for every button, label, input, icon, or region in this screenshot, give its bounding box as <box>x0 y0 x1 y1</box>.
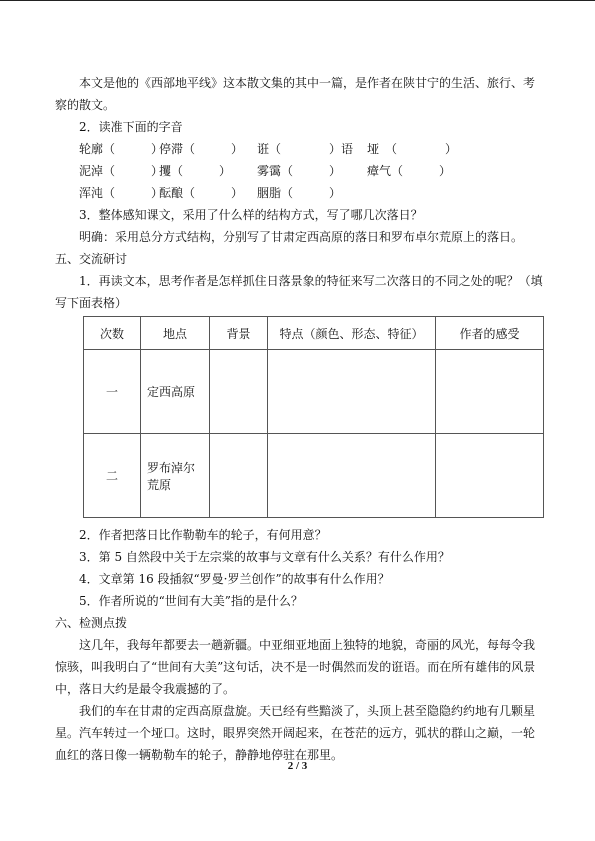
table-header-cell: 次数 <box>84 317 141 350</box>
table-cell-blank <box>268 434 436 518</box>
question-3: 3．整体感知课文，采用了什么样的结构方式，写了哪几次落日？ <box>79 208 423 222</box>
table-cell: 罗布淖尔荒原 <box>141 434 210 518</box>
table-cell: 二 <box>84 434 141 518</box>
table-header-cell: 特点（颜色、形态、特征） <box>268 317 436 350</box>
section-5-question-5: 5．作者所说的“世间有大美”指的是什么？ <box>79 594 303 608</box>
pinyin-row <box>55 138 545 160</box>
section-5-heading: 五、交流研讨 <box>55 252 128 266</box>
pinyin-item: 胭脂（ ） <box>257 186 342 200</box>
section-5-question-4: 4．文章第 16 段插叙“罗曼·罗兰创作”的故事有什么作用？ <box>79 572 390 586</box>
section-5-question-2: 2．作者把落日比作勒勒车的轮子，有何用意？ <box>79 528 327 542</box>
top-rule <box>0 0 595 1</box>
table-cell: 定西高原 <box>141 350 210 434</box>
pinyin-item: 浑沌（ ） <box>79 186 164 200</box>
table-cell-blank <box>210 350 268 434</box>
pinyin-item: 垭 （ ） <box>367 142 458 156</box>
section-6-heading: 六、检测点拨 <box>55 616 128 630</box>
pinyin-item: 酝酿（ ） <box>159 186 244 200</box>
pinyin-item: 轮廓（ ） <box>79 142 164 156</box>
pinyin-item: 攫（ ） <box>159 164 232 178</box>
table-row <box>84 434 544 518</box>
table-header-cell: 背景 <box>210 317 268 350</box>
question-2: 2．读准下面的字音 <box>79 120 183 134</box>
table-cell: 一 <box>84 350 141 434</box>
pinyin-item: 诳（ ）语 <box>257 142 354 156</box>
table-cell-blank <box>268 350 436 434</box>
pinyin-row <box>55 182 545 204</box>
passage-paragraph-1: 这几年，我每年都要去一趟新疆。中亚细亚地面上独特的地貌，奇丽的风光，每每令我惊骇，叫我明白了“世间有大美”这句话，决不是一时偶然而发的诳语。而在所有雄伟的风景中，落日大约是最令我震撼的了。 <box>55 638 536 696</box>
table-header-cell: 地点 <box>141 317 210 350</box>
page-number: 2 / 3 <box>287 760 308 772</box>
comparison-table <box>83 316 544 518</box>
pinyin-item: 瘴气（ ） <box>367 164 452 178</box>
section-5-question-3: 3．第 5 自然段中关于左宗棠的故事与文章有什么关系？有什么作用？ <box>79 550 450 564</box>
section-5-question-1: 1．再读文本，思考作者是怎样抓住日落景象的特征来写二次落日的不同之处的呢？（填写下面表格） <box>55 274 543 310</box>
table-cell-blank <box>436 434 544 518</box>
pinyin-item: 雾霭（ ） <box>257 164 342 178</box>
table-header-row <box>84 317 544 350</box>
table-row <box>84 350 544 434</box>
table-cell-blank <box>210 434 268 518</box>
answer-text: 明确：采用总分方式结构，分别写了甘肃定西高原的落日和罗布卓尔荒原上的落日。 <box>79 230 524 244</box>
passage-paragraph-2: 我们的车在甘肃的定西高原盘旋。天已经有些黯淡了，头顶上甚至隐隐约约地有几颗星星。汽车转过一个垭口。这时，眼界突然开阔起来，在苍茫的远方，弧状的群山之巅，一轮血红的落日像一辆勒勒车的轮子，静静地停驻在那里。 <box>55 704 536 762</box>
pinyin-item: 停滞（ ） <box>159 142 244 156</box>
pinyin-row <box>55 160 545 182</box>
table-header-cell: 作者的感受 <box>436 317 544 350</box>
document-body <box>55 72 545 766</box>
pinyin-item: 泥淖（ ） <box>79 164 164 178</box>
intro-paragraph: 本文是他的《西部地平线》这本散文集的其中一篇，是作者在陕甘宁的生活、旅行、考察的散文。 <box>55 76 536 112</box>
table-cell-blank <box>436 350 544 434</box>
